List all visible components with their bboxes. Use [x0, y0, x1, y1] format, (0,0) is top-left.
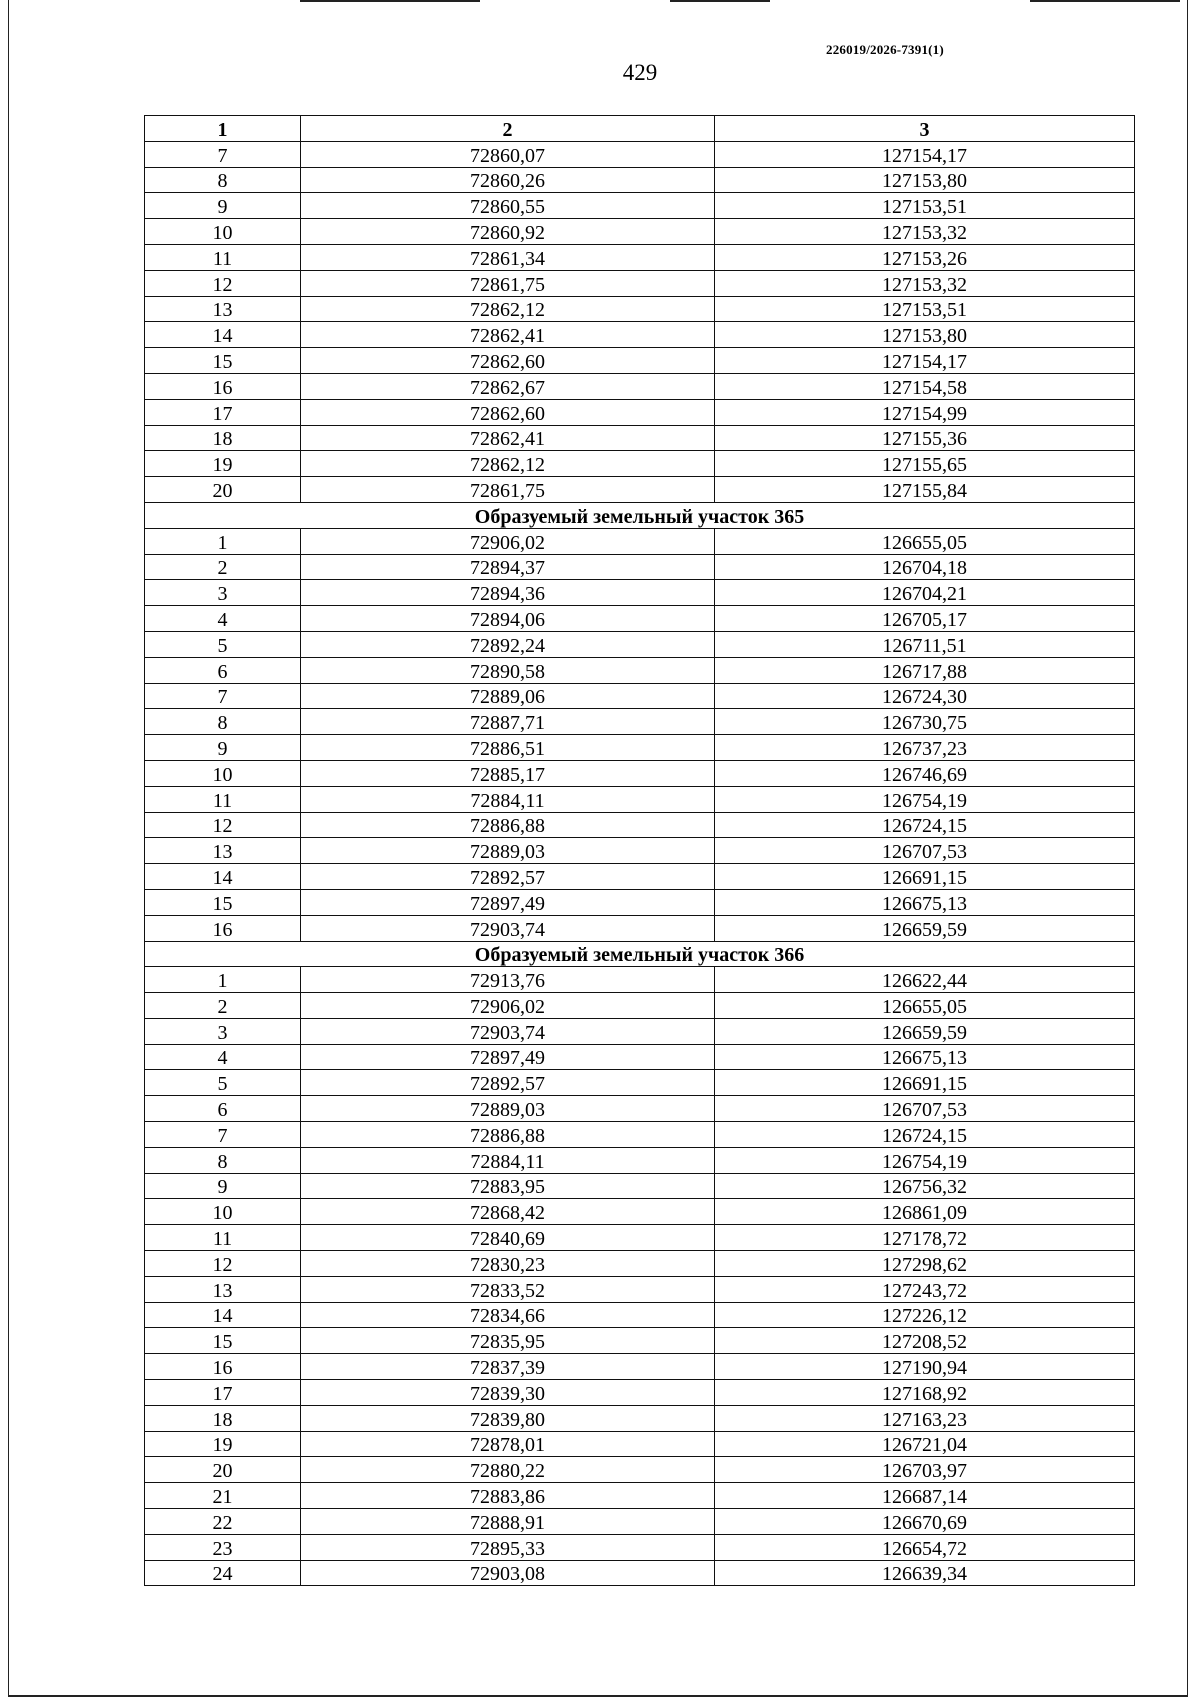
y-coordinate-cell: 127153,32 — [715, 270, 1135, 296]
x-coordinate-cell: 72885,17 — [301, 760, 715, 786]
point-number-cell: 13 — [145, 1276, 301, 1302]
table-row — [145, 528, 1135, 554]
y-coordinate-cell: 126721,04 — [715, 1431, 1135, 1457]
table-row — [145, 1509, 1135, 1535]
table-row — [145, 1018, 1135, 1044]
y-coordinate-cell: 126707,53 — [715, 1096, 1135, 1122]
point-number-cell: 11 — [145, 1225, 301, 1251]
table-header-row — [145, 116, 1135, 142]
table-row — [145, 296, 1135, 322]
point-number-cell: 1 — [145, 967, 301, 993]
x-coordinate-cell: 72906,02 — [301, 528, 715, 554]
table-row — [145, 1044, 1135, 1070]
table-row — [145, 373, 1135, 399]
table-row — [145, 322, 1135, 348]
point-number-cell: 14 — [145, 864, 301, 890]
point-number-cell: 2 — [145, 993, 301, 1019]
point-number-cell: 7 — [145, 141, 301, 167]
document-id: 226019/2026-7391(1) — [826, 42, 944, 57]
x-coordinate-cell: 72833,52 — [301, 1276, 715, 1302]
y-coordinate-cell: 126705,17 — [715, 606, 1135, 632]
table-row — [145, 244, 1135, 270]
table-row — [145, 425, 1135, 451]
y-coordinate-cell: 127153,32 — [715, 219, 1135, 245]
x-coordinate-cell: 72906,02 — [301, 993, 715, 1019]
table-row — [145, 1534, 1135, 1560]
x-coordinate-cell: 72862,60 — [301, 348, 715, 374]
table-row — [145, 1251, 1135, 1277]
point-number-cell: 7 — [145, 1122, 301, 1148]
point-number-cell: 5 — [145, 631, 301, 657]
table-row — [145, 1457, 1135, 1483]
point-number-cell: 19 — [145, 451, 301, 477]
table-row — [145, 477, 1135, 503]
x-coordinate-cell: 72868,42 — [301, 1199, 715, 1225]
y-coordinate-cell: 127153,26 — [715, 244, 1135, 270]
y-coordinate-cell: 126737,23 — [715, 735, 1135, 761]
column-header-y: 3 — [715, 116, 1135, 142]
y-coordinate-cell: 127154,99 — [715, 399, 1135, 425]
point-number-cell: 18 — [145, 425, 301, 451]
table-row — [145, 838, 1135, 864]
x-coordinate-cell: 72913,76 — [301, 967, 715, 993]
point-number-cell: 13 — [145, 838, 301, 864]
section-title-row — [145, 941, 1135, 967]
point-number-cell: 9 — [145, 735, 301, 761]
table-row — [145, 167, 1135, 193]
table-row — [145, 1431, 1135, 1457]
y-coordinate-cell: 126704,18 — [715, 554, 1135, 580]
x-coordinate-cell: 72840,69 — [301, 1225, 715, 1251]
column-header-point: 1 — [145, 116, 301, 142]
point-number-cell: 22 — [145, 1509, 301, 1535]
y-coordinate-cell: 126861,09 — [715, 1199, 1135, 1225]
table-row — [145, 1354, 1135, 1380]
table-row — [145, 1225, 1135, 1251]
x-coordinate-cell: 72860,55 — [301, 193, 715, 219]
point-number-cell: 21 — [145, 1483, 301, 1509]
y-coordinate-cell: 127190,94 — [715, 1354, 1135, 1380]
point-number-cell: 8 — [145, 167, 301, 193]
table-row — [145, 1147, 1135, 1173]
table-row — [145, 1096, 1135, 1122]
y-coordinate-cell: 127153,51 — [715, 193, 1135, 219]
y-coordinate-cell: 127178,72 — [715, 1225, 1135, 1251]
page-number: 429 — [622, 60, 658, 85]
table-row — [145, 606, 1135, 632]
y-coordinate-cell: 126717,88 — [715, 657, 1135, 683]
point-number-cell: 17 — [145, 1380, 301, 1406]
table-row — [145, 1276, 1135, 1302]
y-coordinate-cell: 126687,14 — [715, 1483, 1135, 1509]
table-row — [145, 683, 1135, 709]
point-number-cell: 4 — [145, 1044, 301, 1070]
y-coordinate-cell: 127155,84 — [715, 477, 1135, 503]
y-coordinate-cell: 127153,80 — [715, 167, 1135, 193]
table-row — [145, 348, 1135, 374]
point-number-cell: 15 — [145, 348, 301, 374]
x-coordinate-cell: 72862,41 — [301, 322, 715, 348]
point-number-cell: 8 — [145, 709, 301, 735]
land-plot-title: Образуемый земельный участок 365 — [145, 502, 1135, 528]
y-coordinate-cell: 126655,05 — [715, 993, 1135, 1019]
point-number-cell: 19 — [145, 1431, 301, 1457]
land-plot-title: Образуемый земельный участок 366 — [145, 941, 1135, 967]
column-header-x: 2 — [301, 116, 715, 142]
y-coordinate-cell: 126639,34 — [715, 1560, 1135, 1586]
point-number-cell: 6 — [145, 1096, 301, 1122]
x-coordinate-cell: 72861,75 — [301, 477, 715, 503]
x-coordinate-cell: 72897,49 — [301, 1044, 715, 1070]
coordinates-table — [144, 115, 1135, 1586]
table-row — [145, 915, 1135, 941]
x-coordinate-cell: 72889,03 — [301, 838, 715, 864]
x-coordinate-cell: 72892,57 — [301, 864, 715, 890]
point-number-cell: 15 — [145, 1328, 301, 1354]
y-coordinate-cell: 126754,19 — [715, 1147, 1135, 1173]
table-row — [145, 709, 1135, 735]
x-coordinate-cell: 72890,58 — [301, 657, 715, 683]
y-coordinate-cell: 127155,65 — [715, 451, 1135, 477]
y-coordinate-cell: 127154,58 — [715, 373, 1135, 399]
table-row — [145, 812, 1135, 838]
x-coordinate-cell: 72892,24 — [301, 631, 715, 657]
x-coordinate-cell: 72886,51 — [301, 735, 715, 761]
y-coordinate-cell: 127208,52 — [715, 1328, 1135, 1354]
y-coordinate-cell: 126711,51 — [715, 631, 1135, 657]
table-row — [145, 1070, 1135, 1096]
point-number-cell: 10 — [145, 760, 301, 786]
y-coordinate-cell: 126703,97 — [715, 1457, 1135, 1483]
table-row — [145, 889, 1135, 915]
y-coordinate-cell: 126654,72 — [715, 1534, 1135, 1560]
point-number-cell: 6 — [145, 657, 301, 683]
point-number-cell: 12 — [145, 1251, 301, 1277]
point-number-cell: 10 — [145, 1199, 301, 1225]
x-coordinate-cell: 72862,60 — [301, 399, 715, 425]
x-coordinate-cell: 72884,11 — [301, 786, 715, 812]
table-row — [145, 580, 1135, 606]
table-row — [145, 760, 1135, 786]
x-coordinate-cell: 72894,37 — [301, 554, 715, 580]
y-coordinate-cell: 127298,62 — [715, 1251, 1135, 1277]
x-coordinate-cell: 72883,86 — [301, 1483, 715, 1509]
y-coordinate-cell: 126691,15 — [715, 864, 1135, 890]
table-row — [145, 1328, 1135, 1354]
point-number-cell: 5 — [145, 1070, 301, 1096]
point-number-cell: 4 — [145, 606, 301, 632]
x-coordinate-cell: 72903,74 — [301, 915, 715, 941]
y-coordinate-cell: 127154,17 — [715, 141, 1135, 167]
table-body — [145, 141, 1135, 1586]
y-coordinate-cell: 126670,69 — [715, 1509, 1135, 1535]
y-coordinate-cell: 127155,36 — [715, 425, 1135, 451]
table-row — [145, 399, 1135, 425]
y-coordinate-cell: 126746,69 — [715, 760, 1135, 786]
x-coordinate-cell: 72894,36 — [301, 580, 715, 606]
y-coordinate-cell: 127153,80 — [715, 322, 1135, 348]
x-coordinate-cell: 72837,39 — [301, 1354, 715, 1380]
table-row — [145, 1380, 1135, 1406]
point-number-cell: 11 — [145, 786, 301, 812]
y-coordinate-cell: 127243,72 — [715, 1276, 1135, 1302]
table-row — [145, 735, 1135, 761]
point-number-cell: 15 — [145, 889, 301, 915]
y-coordinate-cell: 126756,32 — [715, 1173, 1135, 1199]
table-row — [145, 141, 1135, 167]
x-coordinate-cell: 72862,41 — [301, 425, 715, 451]
y-coordinate-cell: 126730,75 — [715, 709, 1135, 735]
x-coordinate-cell: 72887,71 — [301, 709, 715, 735]
table-row — [145, 1199, 1135, 1225]
y-coordinate-cell: 127226,12 — [715, 1302, 1135, 1328]
x-coordinate-cell: 72888,91 — [301, 1509, 715, 1535]
point-number-cell: 24 — [145, 1560, 301, 1586]
y-coordinate-cell: 126659,59 — [715, 1018, 1135, 1044]
table-row — [145, 1302, 1135, 1328]
y-coordinate-cell: 127154,17 — [715, 348, 1135, 374]
table-row — [145, 1483, 1135, 1509]
section-title-row — [145, 502, 1135, 528]
y-coordinate-cell: 126622,44 — [715, 967, 1135, 993]
table-row — [145, 786, 1135, 812]
x-coordinate-cell: 72894,06 — [301, 606, 715, 632]
y-coordinate-cell: 126724,30 — [715, 683, 1135, 709]
point-number-cell: 20 — [145, 1457, 301, 1483]
x-coordinate-cell: 72834,66 — [301, 1302, 715, 1328]
y-coordinate-cell: 126675,13 — [715, 1044, 1135, 1070]
point-number-cell: 14 — [145, 322, 301, 348]
x-coordinate-cell: 72878,01 — [301, 1431, 715, 1457]
x-coordinate-cell: 72892,57 — [301, 1070, 715, 1096]
point-number-cell: 20 — [145, 477, 301, 503]
x-coordinate-cell: 72862,12 — [301, 451, 715, 477]
y-coordinate-cell: 126655,05 — [715, 528, 1135, 554]
x-coordinate-cell: 72897,49 — [301, 889, 715, 915]
x-coordinate-cell: 72880,22 — [301, 1457, 715, 1483]
point-number-cell: 14 — [145, 1302, 301, 1328]
table-row — [145, 451, 1135, 477]
y-coordinate-cell: 126675,13 — [715, 889, 1135, 915]
point-number-cell: 3 — [145, 1018, 301, 1044]
x-coordinate-cell: 72862,12 — [301, 296, 715, 322]
point-number-cell: 12 — [145, 812, 301, 838]
point-number-cell: 16 — [145, 373, 301, 399]
point-number-cell: 9 — [145, 193, 301, 219]
table-row — [145, 1405, 1135, 1431]
point-number-cell: 8 — [145, 1147, 301, 1173]
y-coordinate-cell: 126754,19 — [715, 786, 1135, 812]
point-number-cell: 11 — [145, 244, 301, 270]
coordinates-table-wrapper — [144, 115, 1134, 1586]
scan-top-edge — [300, 0, 480, 2]
x-coordinate-cell: 72886,88 — [301, 812, 715, 838]
point-number-cell: 23 — [145, 1534, 301, 1560]
point-number-cell: 9 — [145, 1173, 301, 1199]
y-coordinate-cell: 126691,15 — [715, 1070, 1135, 1096]
y-coordinate-cell: 126659,59 — [715, 915, 1135, 941]
table-row — [145, 993, 1135, 1019]
table-row — [145, 219, 1135, 245]
table-row — [145, 270, 1135, 296]
table-row — [145, 554, 1135, 580]
x-coordinate-cell: 72830,23 — [301, 1251, 715, 1277]
x-coordinate-cell: 72895,33 — [301, 1534, 715, 1560]
x-coordinate-cell: 72835,95 — [301, 1328, 715, 1354]
table-row — [145, 1122, 1135, 1148]
x-coordinate-cell: 72889,03 — [301, 1096, 715, 1122]
y-coordinate-cell: 126724,15 — [715, 812, 1135, 838]
y-coordinate-cell: 127168,92 — [715, 1380, 1135, 1406]
y-coordinate-cell: 127163,23 — [715, 1405, 1135, 1431]
table-row — [145, 1560, 1135, 1586]
point-number-cell: 18 — [145, 1405, 301, 1431]
x-coordinate-cell: 72886,88 — [301, 1122, 715, 1148]
point-number-cell: 16 — [145, 915, 301, 941]
table-row — [145, 864, 1135, 890]
table-row — [145, 967, 1135, 993]
scan-top-edge — [1030, 0, 1180, 2]
y-coordinate-cell: 126724,15 — [715, 1122, 1135, 1148]
scan-top-edge — [670, 0, 770, 2]
table-row — [145, 1173, 1135, 1199]
x-coordinate-cell: 72889,06 — [301, 683, 715, 709]
x-coordinate-cell: 72884,11 — [301, 1147, 715, 1173]
y-coordinate-cell: 126704,21 — [715, 580, 1135, 606]
y-coordinate-cell: 126707,53 — [715, 838, 1135, 864]
table-row — [145, 193, 1135, 219]
point-number-cell: 16 — [145, 1354, 301, 1380]
x-coordinate-cell: 72883,95 — [301, 1173, 715, 1199]
point-number-cell: 2 — [145, 554, 301, 580]
x-coordinate-cell: 72860,07 — [301, 141, 715, 167]
point-number-cell: 10 — [145, 219, 301, 245]
point-number-cell: 1 — [145, 528, 301, 554]
x-coordinate-cell: 72861,34 — [301, 244, 715, 270]
x-coordinate-cell: 72862,67 — [301, 373, 715, 399]
x-coordinate-cell: 72903,74 — [301, 1018, 715, 1044]
x-coordinate-cell: 72839,80 — [301, 1405, 715, 1431]
point-number-cell: 13 — [145, 296, 301, 322]
point-number-cell: 17 — [145, 399, 301, 425]
x-coordinate-cell: 72839,30 — [301, 1380, 715, 1406]
point-number-cell: 7 — [145, 683, 301, 709]
point-number-cell: 12 — [145, 270, 301, 296]
y-coordinate-cell: 127153,51 — [715, 296, 1135, 322]
x-coordinate-cell: 72860,92 — [301, 219, 715, 245]
x-coordinate-cell: 72861,75 — [301, 270, 715, 296]
x-coordinate-cell: 72903,08 — [301, 1560, 715, 1586]
point-number-cell: 3 — [145, 580, 301, 606]
table-row — [145, 631, 1135, 657]
x-coordinate-cell: 72860,26 — [301, 167, 715, 193]
table-row — [145, 657, 1135, 683]
